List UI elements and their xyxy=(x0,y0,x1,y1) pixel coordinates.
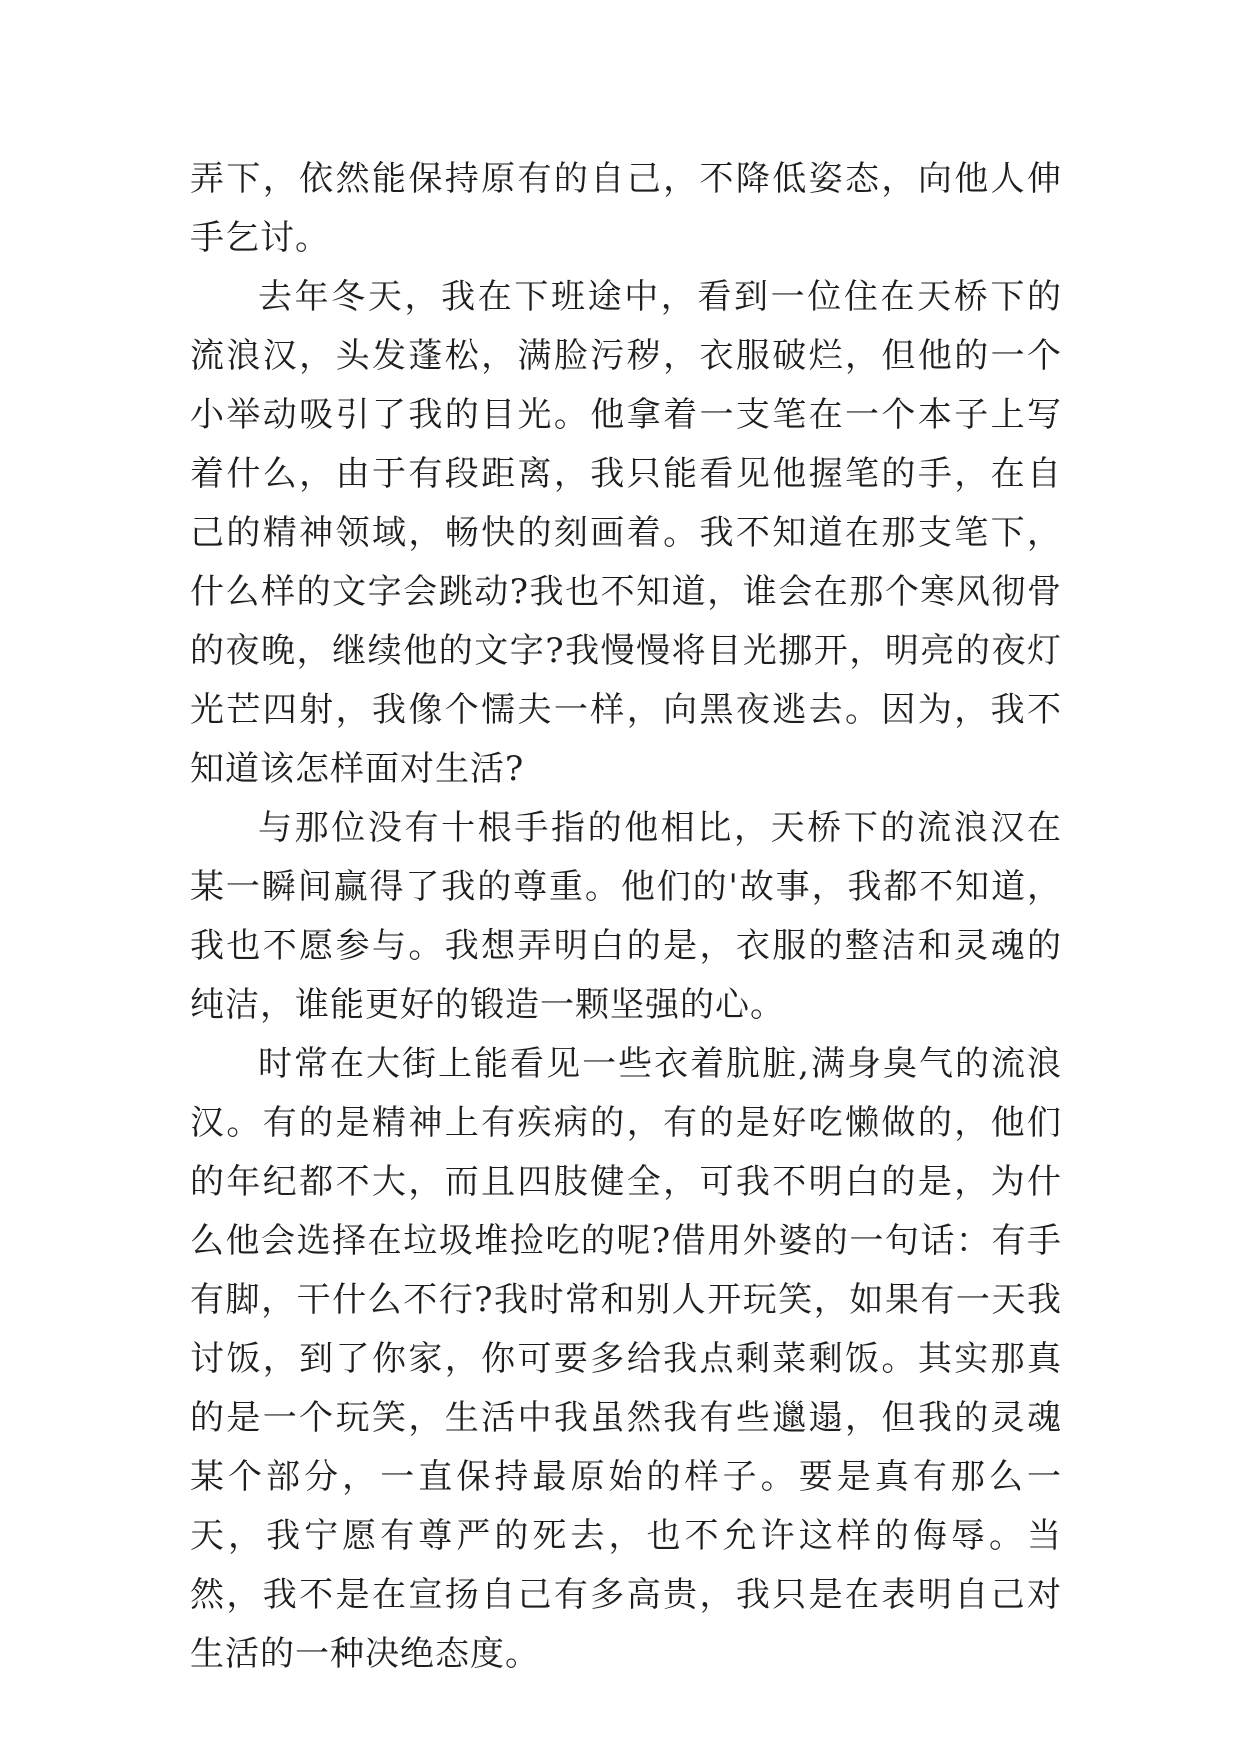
paragraph: 时常在大街上能看见一些衣着肮脏,满身臭气的流浪汉。有的是精神上有疾病的，有的是好吃懒做的，他们的年纪都不大，而且四肢健全，可我不明白的是，为什么他会选择在垃圾堆捡吃的呢?借用外婆的一句话：有手有脚，干什么不行?我时常和别人开玩笑，如果有一天我讨饭，到了你家，你可要多给我点剩菜剩饭。其实那真的是一个玩笑，生活中我虽然我有些邋遢，但我的灵魂某个部分，一直保持最原始的样子。要是真有那么一天，我宁愿有尊严的死去，也不允许这样的侮辱。当然，我不是在宣扬自己有多高贵，我只是在表明自己对生活的一种决绝态度。 xyxy=(190,1044,1062,1674)
document-body xyxy=(190,150,1062,1684)
paragraph: 去年冬天，我在下班途中，看到一位住在天桥下的流浪汉，头发蓬松，满脸污秽，衣服破烂，但他的一个小举动吸引了我的目光。他拿着一支笔在一个本子上写着什么，由于有段距离，我只能看见他握笔的手，在自己的精神领域，畅快的刻画着。我不知道在那支笔下，什么样的文字会跳动?我也不知道，谁会在那个寒风彻骨的夜晚，继续他的文字?我慢慢将目光挪开，明亮的夜灯光芒四射，我像个懦夫一样，向黑夜逃去。因为，我不知道该怎样面对生活? xyxy=(190,277,1062,789)
paragraph: 与那位没有十根手指的他相比，天桥下的流浪汉在某一瞬间赢得了我的尊重。他们的'故事，我都不知道，我也不愿参与。我想弄明白的是，衣服的整洁和灵魂的纯洁，谁能更好的锻造一颗坚强的心。 xyxy=(190,808,1062,1025)
paragraph: 弄下，依然能保持原有的自己，不降低姿态，向他人伸手乞讨。 xyxy=(190,159,1062,258)
